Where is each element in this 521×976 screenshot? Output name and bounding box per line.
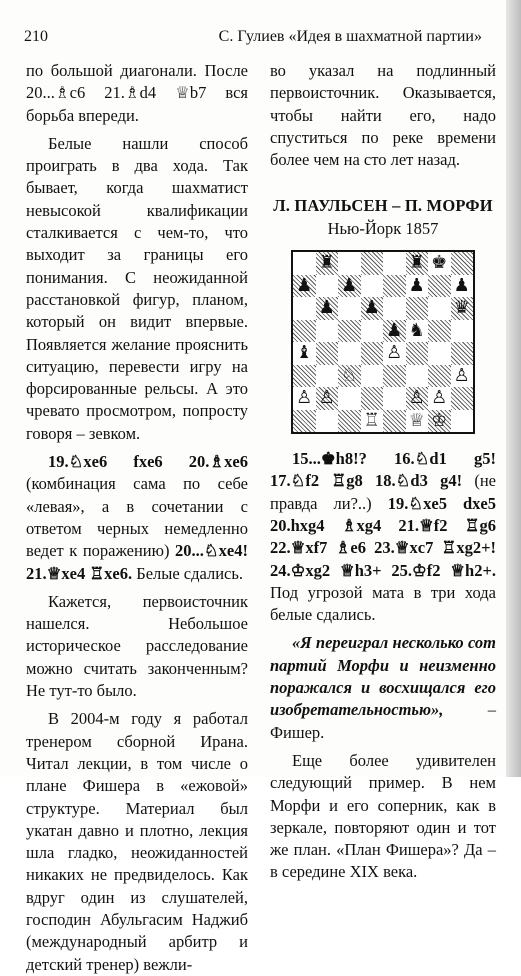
paragraph-moves	[26, 451, 248, 585]
chess-piece: ♙	[386, 342, 403, 364]
moves-notation: 19.♘xe5 dxe5 20.hxg4 ♗xg4 21.♕f2 ♖g6 22.♕xf7 ♗e6 23.♕xc7 ♖xg2+! 24.♔xg2 ♕h3+ 25.♔f2 ♕h2+.	[270, 493, 496, 580]
square-h3	[451, 365, 474, 388]
chess-piece: ♙	[318, 387, 335, 409]
chess-piece: ♟	[453, 274, 470, 296]
square-c8	[338, 252, 361, 275]
moves-notation: 15...♚h8!? 16.♘d1 g5! 17.♘f2 ♖g8 18.♘d3 g4!	[270, 449, 496, 491]
chess-piece: ♙	[453, 364, 470, 386]
square-g7	[428, 275, 451, 298]
chess-piece: ♚	[431, 252, 448, 274]
square-b2	[316, 387, 339, 410]
square-h1	[451, 410, 474, 433]
commentary: Белые сдались.	[132, 563, 244, 583]
square-c1	[338, 410, 361, 433]
paragraph-moves	[270, 448, 496, 626]
square-g5	[428, 320, 451, 343]
square-b6	[316, 297, 339, 320]
moves-notation: 19.♘xe6 fxe6 20.♗xe6	[48, 452, 248, 472]
chess-piece: ♞	[408, 319, 425, 341]
commentary: (не правда ли?..)	[270, 471, 496, 513]
chess-piece: ♙	[296, 387, 313, 409]
running-title: С. Гулиев «Идея в шахматной партии»	[218, 28, 482, 45]
square-c2	[338, 387, 361, 410]
left-column	[26, 60, 248, 976]
chess-piece: ♟	[363, 297, 380, 319]
paragraph: Кажется, первоисточник нашелся. Небольшое историческое расследование можно считать законченным? Не тут-то было.	[26, 591, 248, 701]
square-b3	[316, 365, 339, 388]
chess-diagram	[291, 250, 475, 434]
square-d1	[361, 410, 384, 433]
square-f3	[406, 365, 429, 388]
chess-piece: ♟	[386, 319, 403, 341]
quote-author: – Фишер.	[270, 700, 496, 742]
square-f5	[406, 320, 429, 343]
square-c7	[338, 275, 361, 298]
chess-piece: ♜	[408, 252, 425, 274]
game-title: Л. ПАУЛЬСЕН – П. МОРФИ	[273, 196, 493, 216]
square-c3	[338, 365, 361, 388]
page-edge-shadow	[506, 0, 521, 777]
paragraph: Еще более удивителен следующий пример. В нем Морфи и его соперник, как в зеркале, повторяют один и тот же план. «План Фишера»? Да – в середине XIX века.	[270, 750, 496, 882]
square-h2	[451, 387, 474, 410]
square-h8	[451, 252, 474, 275]
square-b1	[316, 410, 339, 433]
square-c5	[338, 320, 361, 343]
paragraph: В 2004-м году я работал тренером сборной Ирана. Читал лекции, в том числе о плане Фишера в «ежовой» структуре. Материал был укатан давно и плотно, лекция шла гладко, неожиданностей никаких не предвиделось. Как вдруг один из слушателей, господин Абульгасим Наджиб (международный арбитр и детский тренер) вежли-	[26, 709, 248, 974]
square-a2	[293, 387, 316, 410]
square-g2	[428, 387, 451, 410]
square-f8	[406, 252, 429, 275]
chess-piece: ♟	[341, 274, 358, 296]
quote: «Я переиграл несколько сот партий Морфи и неизменно поражался и восхищался его изобретательностью»,	[270, 633, 496, 720]
square-g4	[428, 342, 451, 365]
commentary: (комбинация сама по себе «левая», а в сочетании с ответом черных немедленно ведет к поражению)	[26, 474, 248, 561]
square-a1	[293, 410, 316, 433]
square-e2	[383, 387, 406, 410]
square-g6	[428, 297, 451, 320]
square-g3	[428, 365, 451, 388]
square-d4	[361, 342, 384, 365]
chess-piece: ♟	[408, 274, 425, 296]
chess-piece: ♜	[318, 252, 335, 274]
paragraph: по большой диагонали. После 20...♗c6 21.♗d4 ♕b7 вся борьба впереди.	[26, 61, 248, 125]
chess-piece: ♖	[363, 409, 380, 431]
square-d5	[361, 320, 384, 343]
square-e4	[383, 342, 406, 365]
square-d8	[361, 252, 384, 275]
square-f1	[406, 410, 429, 433]
square-b7	[316, 275, 339, 298]
square-e7	[383, 275, 406, 298]
square-c4	[338, 342, 361, 365]
chess-piece: ♙	[431, 387, 448, 409]
paragraph: во указал на подлинный первоисточник. Оказывается, чтобы найти его, надо спуститься по реке времени более чем на сто лет назад.	[270, 61, 496, 170]
commentary: Под угрозой мата в три хода белые сдались.	[270, 582, 496, 625]
page-header	[24, 28, 482, 46]
square-a7	[293, 275, 316, 298]
square-e3	[383, 365, 406, 388]
square-h5	[451, 320, 474, 343]
game-place: Нью-Йорк 1857	[327, 218, 439, 238]
square-c6	[338, 297, 361, 320]
square-d6	[361, 297, 384, 320]
square-e6	[383, 297, 406, 320]
square-b8	[316, 252, 339, 275]
moves-notation: 20...♘xe4! 21.♕xe4 ♖xe6.	[26, 541, 248, 583]
chess-piece: ♙	[408, 387, 425, 409]
square-f6	[406, 297, 429, 320]
right-column	[270, 60, 496, 884]
square-f4	[406, 342, 429, 365]
square-h4	[451, 342, 474, 365]
chess-piece: ♟	[318, 297, 335, 319]
chess-piece: ♘	[341, 364, 358, 386]
square-a4	[293, 342, 316, 365]
chess-piece: ♔	[431, 409, 448, 431]
square-e5	[383, 320, 406, 343]
square-b4	[316, 342, 339, 365]
square-d3	[361, 365, 384, 388]
chess-piece: ♕	[408, 409, 425, 431]
chess-piece: ♝	[296, 342, 313, 364]
square-d7	[361, 275, 384, 298]
square-f7	[406, 275, 429, 298]
paragraph: Белые нашли способ проиграть в два хода. Так бывает, когда шахматист невысокой квалификации сталкивается с чем-то, что выходит за границы его понимания. С неожиданной расстановкой фигур, планом, который он видит впервые. Появляется желание прояснить ситуацию, перевести игру на форсированные рельсы. А это чревато просмотром, попросту говоря – зевком.	[26, 133, 248, 443]
square-a3	[293, 365, 316, 388]
square-h6	[451, 297, 474, 320]
square-e8	[383, 252, 406, 275]
quote-paragraph	[270, 632, 496, 743]
square-a5	[293, 320, 316, 343]
chess-piece: ♟	[296, 274, 313, 296]
square-a8	[293, 252, 316, 275]
square-h7	[451, 275, 474, 298]
square-f2	[406, 387, 429, 410]
square-g1	[428, 410, 451, 433]
square-g8	[428, 252, 451, 275]
square-b5	[316, 320, 339, 343]
square-d2	[361, 387, 384, 410]
page-number: 210	[24, 28, 48, 45]
chess-piece: ♛	[453, 297, 470, 319]
square-a6	[293, 297, 316, 320]
square-e1	[383, 410, 406, 433]
